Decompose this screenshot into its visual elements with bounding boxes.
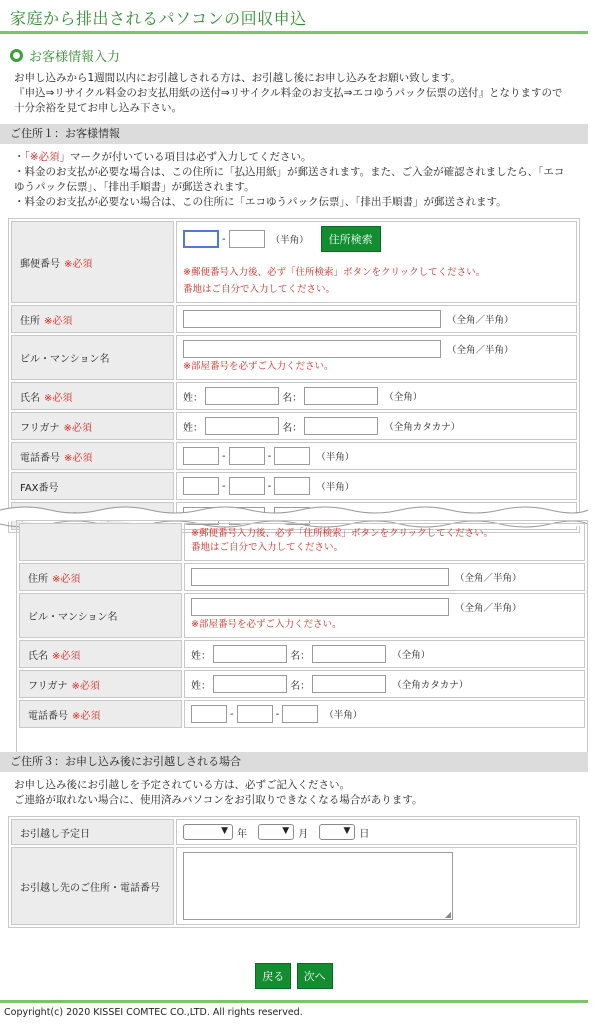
first-name-input[interactable] — [304, 387, 378, 405]
page-header — [0, 0, 588, 34]
fax-middle-input[interactable] — [229, 477, 265, 495]
last-name-kana-input[interactable] — [205, 417, 279, 435]
section-title — [10, 46, 578, 65]
next-button[interactable]: 次へ — [297, 963, 333, 989]
address1-band: ご住所１：お客様情報 — [0, 124, 588, 144]
address1-notes: ・「※必須」マークが付いている項目は必ず入力してください。 ・料金のお支払が必要な場合は、この住所に「払込用紙」が郵送されます。また、ご入金が確認されましたら、「エコゆうパック伝票」、「排出手順書」が郵送されます。 ・料金のお支払が必要ない場合は、この住所に「エコゆうパック伝票」、「排出手順書」が郵送されます。 — [14, 151, 565, 208]
resize-grip-icon[interactable]: ◢ — [444, 910, 451, 919]
footer — [0, 1000, 588, 1022]
furigana-row: フリガナ ※必須 姓： 名： （全角カタカナ） — [11, 412, 577, 440]
phone-row: 電話番号 ※必須 - - （半角） — [11, 442, 577, 470]
move-month-select[interactable] — [258, 824, 294, 840]
postal-code-first-input[interactable] — [183, 230, 219, 248]
nav-buttons — [0, 963, 588, 989]
address2-last-name-input[interactable] — [213, 645, 287, 663]
postal-row: 郵便番号 ※必須 - （半角） 住所検索 ※郵便番号入力後、必ず「住所検索」ボタンをクリックしてください。 番地はご自分で入力してください。 — [11, 221, 577, 303]
address2-form — [8, 520, 596, 753]
address2-phone-last-input[interactable] — [282, 705, 318, 723]
intro-text: お申し込みから1週間以内にお引越しされる方は、お引越し後にお申し込みをお願い致します。 『申込⇒リサイクル料金のお支払用紙の送付⇒リサイクル料金のお支払⇒エコゆうパック伝票の送付』となりますので 十分余裕を見てお申し込み下さい。 — [14, 72, 563, 114]
first-name-kana-input[interactable] — [304, 417, 378, 435]
move-day-select[interactable] — [319, 824, 355, 840]
address2-furigana-row: フリガナ ※必須 姓： 名： （全角カタカナ） — [19, 670, 585, 698]
address2-building-row: ビル・マンション名 （全角／半角） ※部屋番号を必ずご入力ください。 — [19, 593, 585, 638]
chevron-down-icon: ▼ — [221, 826, 228, 836]
address2-last-name-kana-input[interactable] — [213, 675, 287, 693]
phone-last-input[interactable] — [274, 447, 310, 465]
chevron-down-icon: ▼ — [282, 826, 290, 836]
circle-bullet-icon — [10, 49, 23, 62]
address3-notes: お申し込み後にお引越しを予定されている方は、必ずご記入ください。 ご連絡が取れない場合に、使用済みパソコンをお引取りできなくなる場合があります。 — [14, 779, 423, 806]
postal-code-second-input[interactable] — [229, 230, 265, 248]
move-address-textarea[interactable] — [183, 852, 453, 920]
address-row: 住所 ※必須 （全角／半角） — [11, 305, 577, 333]
phone-area-input[interactable] — [183, 447, 219, 465]
address2-address-row: 住所 ※必須 （全角／半角） — [19, 563, 585, 591]
building-row: ビル・マンション名 （全角／半角） ※部屋番号を必ずご入力ください。 — [11, 335, 577, 380]
move-date-row: お引越し予定日 ▼ 年 ▼ 月 ▼ 日 — [11, 819, 577, 845]
address3-section — [0, 752, 588, 944]
address2-address-input[interactable] — [191, 568, 449, 586]
address2-first-name-kana-input[interactable] — [312, 675, 386, 693]
address2-spacer-row — [19, 730, 585, 750]
fax-area-input[interactable] — [183, 477, 219, 495]
back-button[interactable]: 戻る — [255, 963, 291, 989]
address-input[interactable] — [183, 310, 441, 328]
last-name-input[interactable] — [205, 387, 279, 405]
address2-name-row: 氏名 ※必須 姓： 名： （全角） — [19, 640, 585, 668]
address2-building-input[interactable] — [191, 598, 449, 616]
address-search-button[interactable]: 住所検索 — [321, 226, 381, 252]
move-year-select[interactable] — [183, 824, 233, 840]
building-input[interactable] — [183, 340, 441, 358]
address1-form — [8, 218, 580, 506]
fax-row: FAX番号 - - （半角） — [11, 472, 577, 500]
address2-phone-row: 電話番号 ※必須 - - （半角） — [19, 700, 585, 728]
move-address-row: お引越し先のご住所・電話番号 ◢ — [11, 847, 577, 925]
address2-postal-note-row: ※郵便番号入力後、必ず「住所検索」ボタンをクリックしてください。 番地はご自分で入力してください。 — [19, 523, 585, 561]
address2-first-name-input[interactable] — [312, 645, 386, 663]
page-title: 家庭から排出されるパソコンの回収申込 — [10, 9, 307, 28]
address2-phone-area-input[interactable] — [191, 705, 227, 723]
fax-last-input[interactable] — [274, 477, 310, 495]
chevron-down-icon: ▼ — [343, 826, 351, 836]
phone-middle-input[interactable] — [229, 447, 265, 465]
section-title-text: お客様情報入力 — [29, 50, 121, 65]
copyright-text: Copyright(c) 2020 KISSEI COMTEC CO.,LTD. All rights reserved. — [4, 1007, 303, 1018]
address2-phone-middle-input[interactable] — [237, 705, 273, 723]
address3-band: ご住所３：お申し込み後にお引越しされる場合 — [0, 752, 588, 772]
name-row: 氏名 ※必須 姓： 名： （全角） — [11, 382, 577, 410]
